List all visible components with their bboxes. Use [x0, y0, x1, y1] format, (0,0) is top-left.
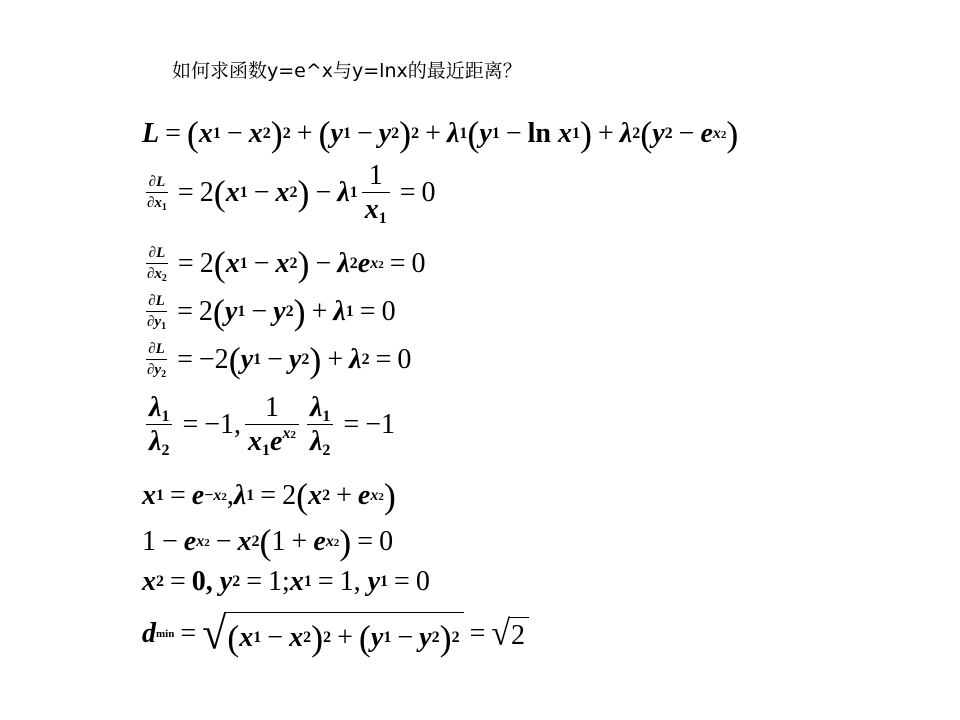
equation-partial-y1: $\frac{\partial L}{\partial y_1}$ = 2 ( y 1 − y 2 ) + λ 1 = 0	[147, 292, 396, 332]
equation-x1-lambda1: x 1 = e −x2 , λ 1 = 2 ( x 2 + e x2 )	[142, 476, 396, 516]
equation-solution: x 2 = 0, y 2 = 1; x 1 = 1, y 1 = 0	[142, 566, 430, 597]
equation-lagrangian: L = ( x 1 − x 2 ) 2 + ( y 1 − y 2 ) 2 + λ 1 ( y 1 − ln x 1 ) + λ 2 ( y 2 − e x2 )	[142, 114, 739, 154]
question-title: 如何求函数y=e^x与y=lnx的最近距离？	[172, 60, 522, 82]
equation-x2-condition: 1 − e x2 − x 2 ( 1 + e x2 ) = 0	[142, 522, 394, 562]
equation-min-distance: d min = √ ( x 1 − x 2 ) 2 + ( y 1 − y 2 ) 2 = √ 2	[142, 612, 529, 656]
equation-partial-y2: $\frac{\partial L}{\partial y_2}$ = −2 ( y 1 − y 2 ) + λ 2 = 0	[147, 340, 412, 380]
equation-partial-x2: $\frac{\partial L}{\partial x_2}$ = 2 ( x 1 − x 2 ) − λ 2 e x2 = 0	[147, 244, 426, 284]
equation-lambda-ratio: $\frac{\lambda_1}{\lambda_2}$ = −1, $\frac{1}{x_1e^{x2}}$ $\frac{\lambda_1}{\lambda_2}$ = −1	[142, 394, 395, 456]
equation-partial-x1: $\frac{\partial L}{\partial x_1}$ = 2 ( x 1 − x 2 ) − λ 1 $\frac{1}{x_1}$ = 0	[147, 160, 436, 227]
